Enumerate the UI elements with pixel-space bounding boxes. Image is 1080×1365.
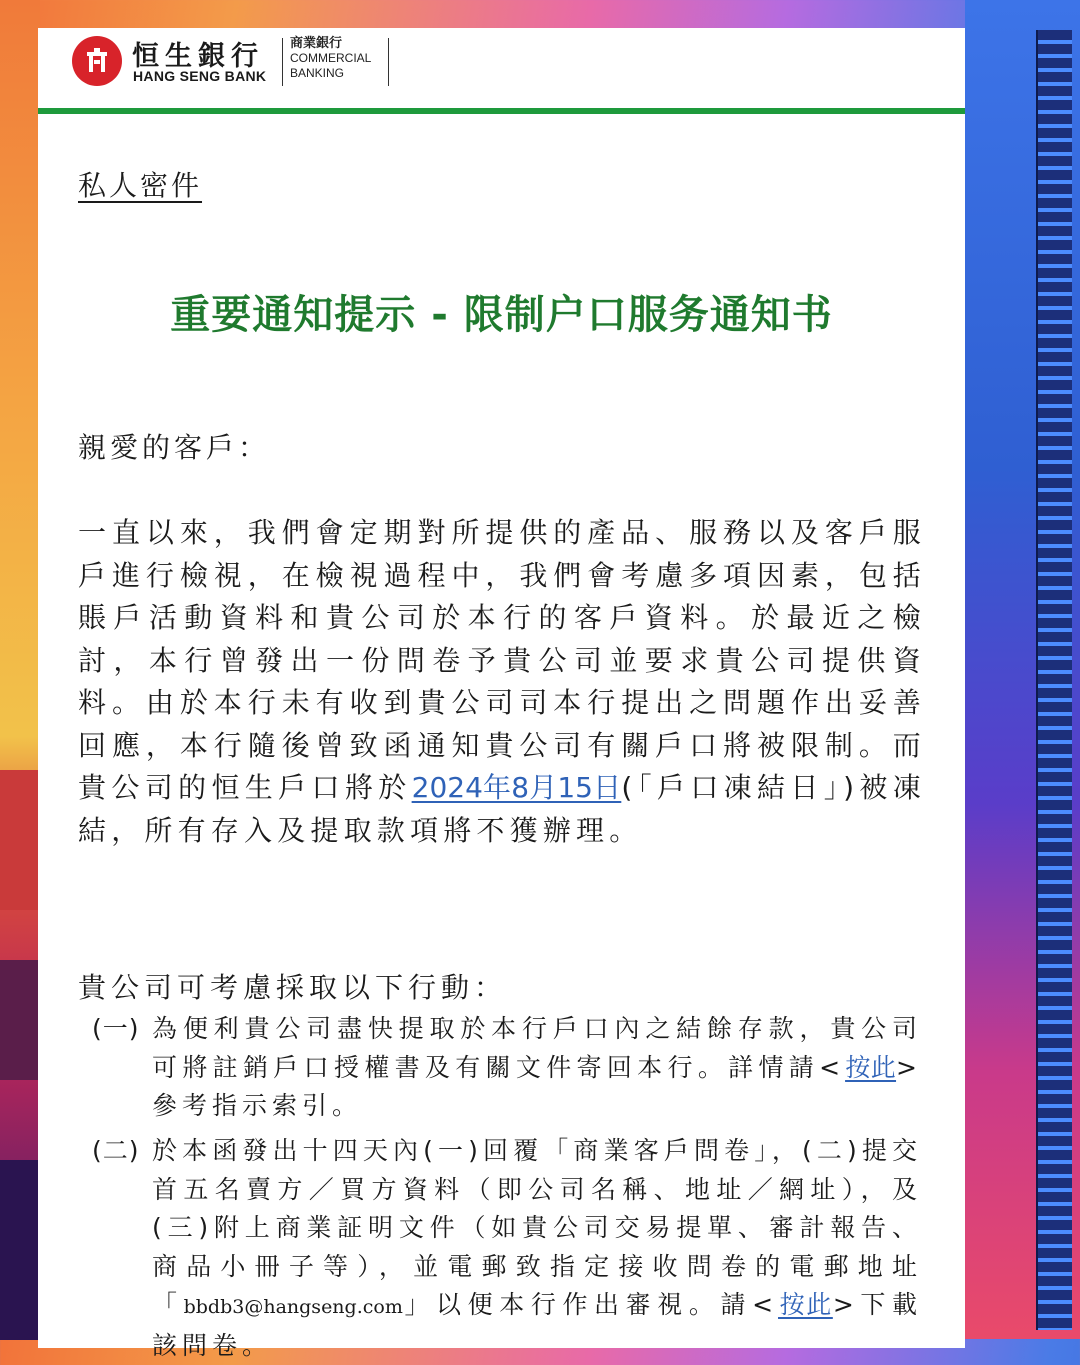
body-paragraph [78,512,926,852]
letter-header [38,28,965,110]
item1-text-b: >參考指示索引。 [152,1052,922,1120]
header-divider [388,38,389,86]
brand-name-en: HANG SENG BANK [133,68,267,84]
commercial-banking-cn: 商業銀行 [290,36,343,51]
action-item-2 [78,1132,926,1360]
header-green-rule [38,108,965,114]
brand-name-cn: 恒生銀行 [132,41,264,72]
body-text-1: 一直以來，我們會定期對所提供的產品、服務以及客戶服戶進行檢視，在檢視過程中，我們會考慮多項因素，包括賬戶活動資料和貴公司於本行的客戶資料。於最近之檢討，本行曾發出一份問卷予貴公司並要求貴公司提供資料。由於本行未有收到貴公司司本行提出之問題作出妥善回應，本行隨後曾致函通知貴公司有關戶口將被限制。而貴公司的恒生戶口將於 [78,516,926,804]
private-label: 私人密件 [78,169,203,202]
click-here-link[interactable]: 按此 [778,1290,833,1319]
action-item-number: (一) [92,1014,140,1043]
actions-heading: 貴公司可考慮採取以下行動： [78,971,508,1004]
item2-text-c: >下載該問卷。 [152,1290,922,1360]
action-item-text [152,1010,922,1126]
skyscraper-shape [1036,30,1072,1330]
building-shape [0,960,40,1080]
letter-title: 重要通知提示 - 限制户口服务通知书 [170,292,833,338]
click-here-link[interactable]: 按此 [845,1052,897,1082]
commercial-banking-en-2: BANKING [290,66,345,80]
action-item-1 [78,1010,926,1130]
email-address: bbdb3@hangseng.com [183,1296,403,1318]
freeze-date-link[interactable]: 2024年8月15日 [411,771,622,804]
body-text-2: (「戶口凍結日」)被凍結，所有存入及提取款項將不獲辦理。 [78,771,926,847]
item1-text-a: 為便利貴公司盡快提取於本行戶口內之結餘存款，貴公司可將註銷戶口授權書及有關文件寄回本行。詳情請< [152,1014,922,1082]
letter-paper [38,28,965,1360]
background-left-cityscape [0,0,40,1339]
salutation: 親愛的客戶： [78,431,271,464]
commercial-banking-mark [290,36,371,81]
building-shape [0,770,40,910]
action-item-number: (二) [92,1136,140,1165]
item2-text-a: 於本函發出十四天內(一)回覆「商業客戶問卷」，(二)提交首五名賣方／買方資料（即公司名稱、地址／網址），及(三)附上商業証明文件（如貴公司交易提單、審計報告、商品小冊子等），並電郵致指定接收問卷的電郵地址「 [152,1136,922,1319]
item2-text-b: 」以便本行作出審視。請< [402,1290,779,1319]
background-right-cityscape [965,0,1080,1339]
hang-seng-logo-icon [72,36,122,86]
header-divider [282,38,283,86]
action-item-text [152,1132,922,1365]
commercial-banking-en-1: COMMERCIAL [290,51,372,65]
building-shape [0,1160,40,1340]
